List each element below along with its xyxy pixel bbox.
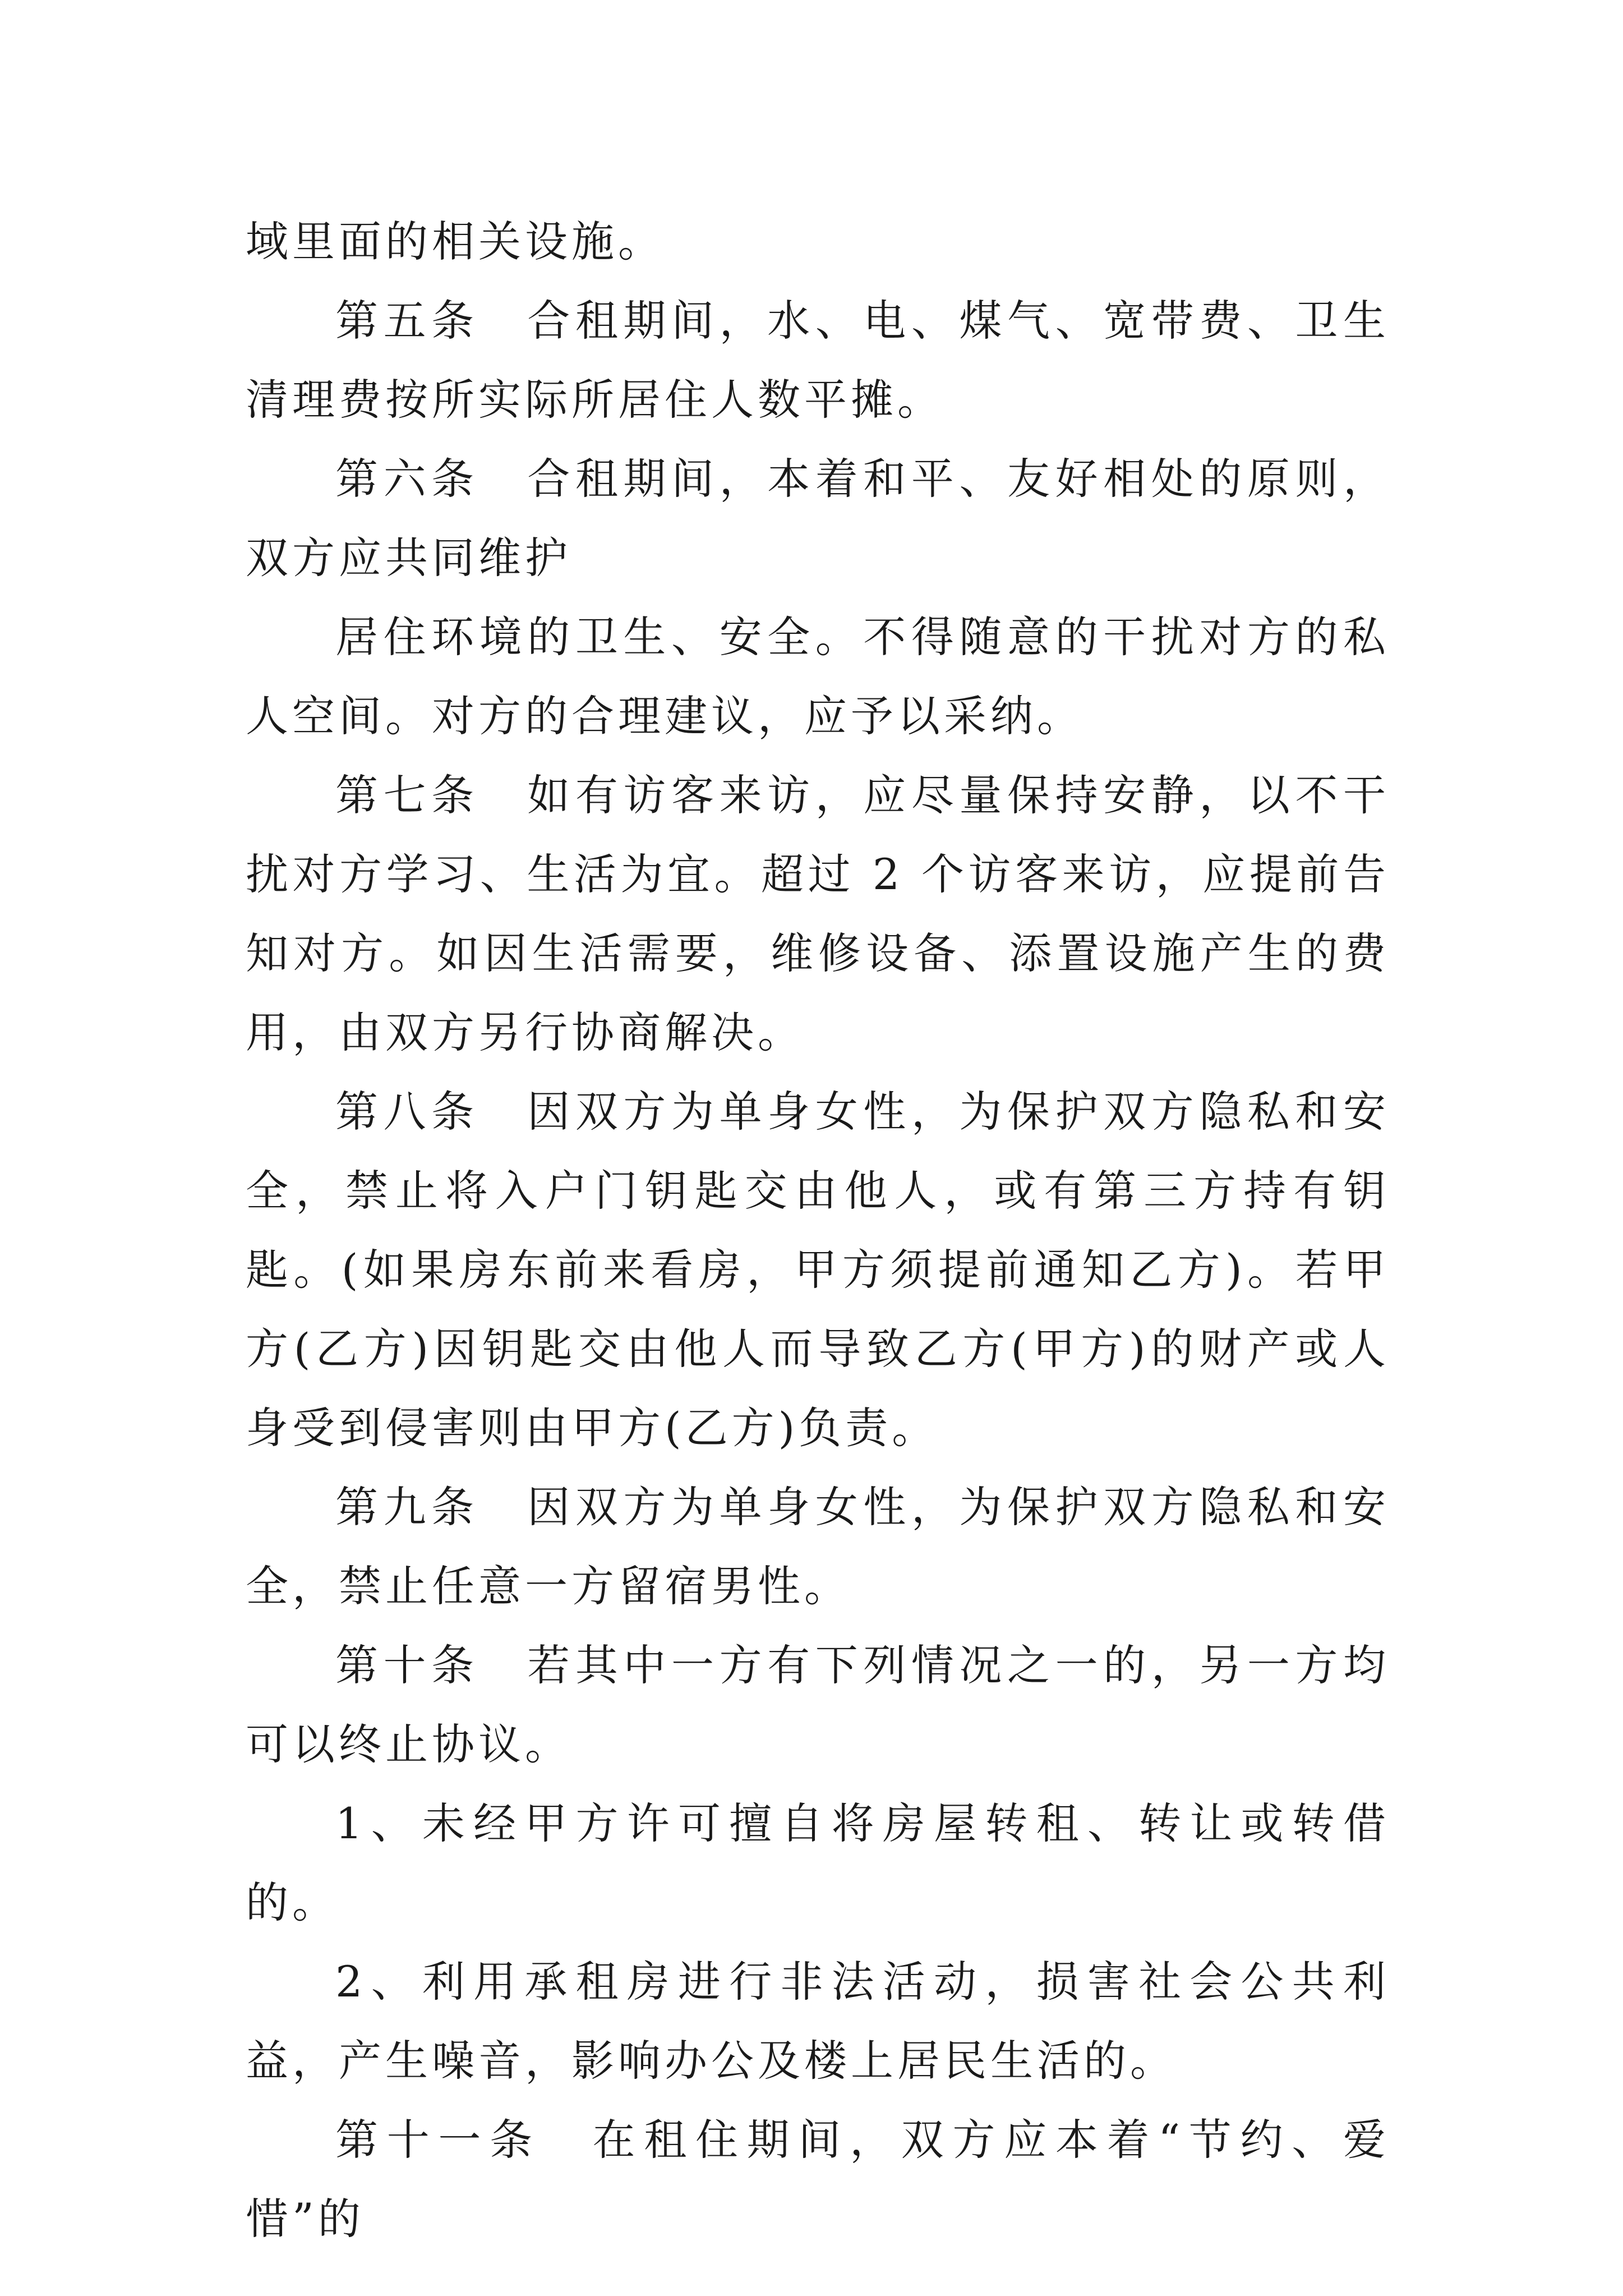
paragraph-article-10-item-1: 1、未经甲方许可擅自将房屋转租、转让或转借的。: [246, 1798, 1390, 1927]
paragraph-article-10: 第十条 若其中一方有下列情况之一的，另一方均可以终止协议。: [246, 1640, 1390, 1769]
paragraph-article-6-continued: 居住环境的卫生、安全。不得随意的干扰对方的私人空间。对方的合理建议，应予以采纳。: [246, 612, 1390, 741]
paragraph-article-8: 第八条 因双方为单身女性，为保护双方隐私和安全，禁止将入户门钥匙交由他人，或有第三方持有钥匙。(如果房东前来看房，甲方须提前通知乙方)。若甲方(乙方)因钥匙交由他人而导致乙方(甲方)的财产或人身受到侵害则由甲方(乙方)负责。: [246, 1087, 1390, 1453]
document-body: [246, 202, 1390, 2258]
paragraph-facilities-continuation: 域里面的相关设施。: [246, 217, 665, 266]
paragraph-article-6: 第六条 合租期间，本着和平、友好相处的原则，双方应共同维护: [246, 454, 1390, 583]
paragraph-article-11: 第十一条 在租住期间，双方应本着“节约、爱惜”的: [246, 2115, 1390, 2244]
paragraph-article-5: 第五条 合租期间，水、电、煤气、宽带费、卫生清理费按所实际所居住人数平摊。: [246, 296, 1390, 425]
paragraph-article-9: 第九条 因双方为单身女性，为保护双方隐私和安全，禁止任意一方留宿男性。: [246, 1482, 1390, 1611]
paragraph-article-10-item-2: 2、利用承租房进行非法活动，损害社会公共利益，产生噪音，影响办公及楼上居民生活的。: [246, 1957, 1390, 2086]
paragraph-article-7: 第七条 如有访客来访，应尽量保持安静，以不干扰对方学习、生活为宜。超过 2 个访客来访，应提前告知对方。如因生活需要，维修设备、添置设施产生的费用，由双方另行协商解决。: [246, 770, 1390, 1057]
